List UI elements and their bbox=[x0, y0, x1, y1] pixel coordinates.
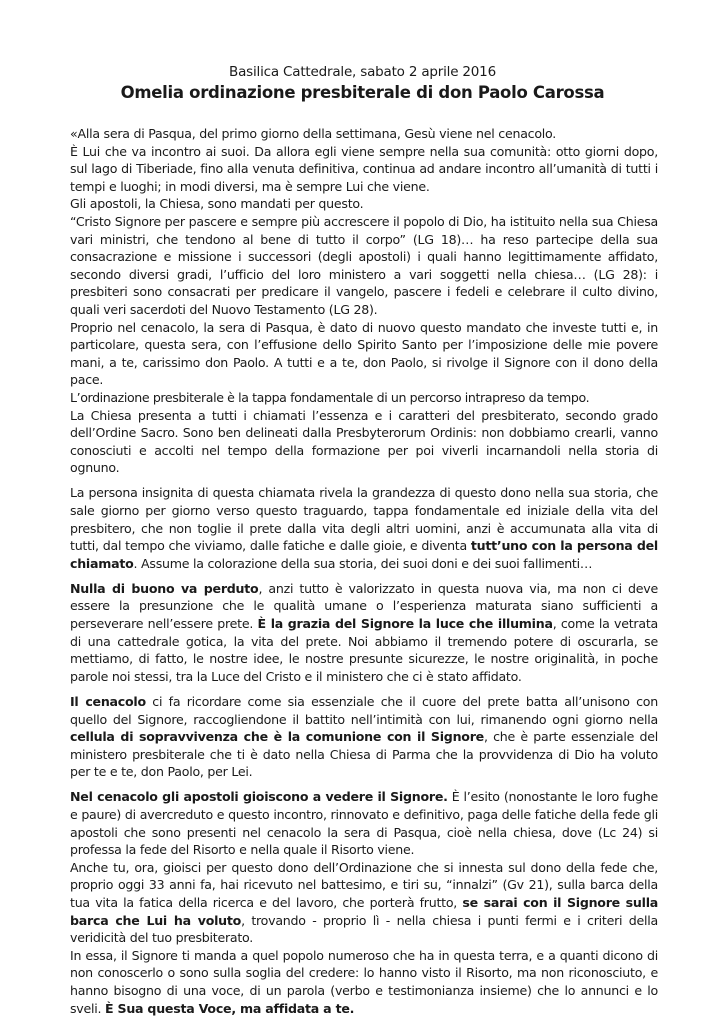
page-title: Omelia ordinazione presbiterale di don Paolo Carossa bbox=[120, 83, 605, 102]
text-run: In essa, il Signore ti manda a quel popolo numeroso che ha in questa terra, e a quanti dicono di non conoscerlo o sono sulla soglia del credere: lo hanno visto il Risorto, ma non riconosciuto, e hanno bisogno di una voce, di un parola (verbo e testimonianza insieme) che lo annunci e lo sveli. bbox=[70, 947, 658, 1016]
bold-text: se sarai con il Signore sulla barca che Lui ha voluto bbox=[70, 894, 659, 928]
paragraph: È Lui che va incontro ai suoi. Da allora egli viene sempre nella sua comunità: otto giorni dopo, sul lago di Tiberiade, fino alla venuta definitiva, continua ad andare incontro all’umanità di tutti i tempi e luoghi; in modi diversi, ma è sempre Lui che viene. bbox=[70, 143, 658, 194]
bold-text: Nulla di buono va perduto bbox=[70, 580, 259, 596]
text-run: , anzi tutto è valorizzato in questa nuova via, ma non ci deve essere la presunzione che le qualità umane o l’esperienza maturata siano sufficienti a perseverare nell’essere prete. bbox=[70, 580, 658, 632]
text-run: La persona insignita di questa chiamata rivela la grandezza di questo dono nella sua storia, che sale giorno per giorno verso questo traguardo, tappa fondamentale ed iniziale della vita del presbitero, che non toglie il prete dalla vita degli altri uomini, anzi è accumunata alla vita di tutti, dal tempo che viviamo, dalle fatiche e dalle gioie, e diventa bbox=[70, 485, 658, 554]
bold-text: cellula di sopravvivenza che è la comunione con il Signore bbox=[70, 729, 484, 745]
text-run: , che è parte essenziale del ministero presbiterale che ti è dato nella Chiesa di Parma che la provvidenza di Dio ha voluto per te e te, don Paolo, per Lei. bbox=[70, 729, 658, 780]
bold-text: È Sua questa Voce, ma affidata a te. bbox=[105, 1000, 355, 1016]
paragraph: La Chiesa presenta a tutti i chiamati l’essenza e i caratteri del presbiterato, secondo grado dell’Ordine Sacro. Sono ben delineati dalla Presbyterorum Ordinis: non dobbiamo crearli, vanno conosciuti e accolti nel tempo della formazione per poi viverli incarnandoli nella storia di ognuno. bbox=[70, 407, 658, 476]
text-run: , trovando - proprio lì - nella chiesa i punti fermi e i criteri della veridicità del tuo presbiterato. bbox=[70, 912, 658, 946]
paragraph: L’ordinazione presbiterale è la tappa fondamentale di un percorso intrapreso da tempo. bbox=[70, 389, 590, 405]
paragraph: «Alla sera di Pasqua, del primo giorno della settimana, Gesù viene nel cenacolo. bbox=[70, 126, 557, 141]
homily-body bbox=[70, 125, 658, 1017]
paragraph: Proprio nel cenacolo, la sera di Pasqua, è dato di nuovo questo mandato che investe tutti e, in particolare, questa sera, con l’effusione dello Spirito Santo per l’imposizione delle mie povere mani, a te, carissimo don Paolo. A tutti e a te, don Paolo, si rivolge il Signore con il dono della pace. bbox=[70, 319, 658, 388]
text-run: . Assume la colorazione della sua storia, dei suoi doni e dei suoi fallimenti… bbox=[133, 555, 593, 571]
paragraph bbox=[70, 580, 658, 686]
paragraph bbox=[70, 859, 658, 947]
paragraph bbox=[70, 788, 658, 858]
text-run: Anche tu, ora, gioisci per questo dono dell’Ordinazione che si innesta sul dono della fede che, proprio oggi 33 anni fa, hai ricevuto nel battesimo, e tiri su, “innalzi” (Gv 21), sulla barca della tua vita la fatica della ricerca e del lavoro, che porterà frutto, bbox=[70, 859, 658, 910]
paragraph bbox=[70, 693, 658, 781]
bold-text: Nel cenacolo gli apostoli gioiscono a vedere il Signore. bbox=[70, 789, 448, 805]
paragraph bbox=[70, 484, 658, 572]
text-run: ci fa ricordare come sia essenziale che il cuore del prete batta all’unisono con quello del Signore, raccogliendone il battito nell’intimità con lui, rimanendo ogni giorno nella bbox=[70, 693, 658, 727]
paragraph bbox=[70, 947, 658, 1017]
bold-text: tutt’uno con la persona del chiamato bbox=[70, 538, 658, 571]
subtitle: Basilica Cattedrale, sabato 2 aprile 2016 bbox=[229, 64, 496, 80]
bold-text: È la grazia del Signore la luce che illumina bbox=[257, 616, 553, 632]
bold-text: Il cenacolo bbox=[70, 693, 146, 709]
text-run: È l’esito (nonostante le loro fughe e paure) di avercreduto e questo incontro, rinnovato e definitivo, paga delle fatiche della fede gli apostoli che sono presenti nel cenacolo la sera di Pasqua, cioè nella chiesa, dove (Lc 24) si professa la fede del Risorto e nella quale il Risorto viene. bbox=[70, 789, 658, 858]
text-run: , come la vetrata di una cattedrale gotica, la vita del prete. Noi abbiamo il tremendo potere di oscurarla, se mettiamo, di fatto, le nostre idee, le nostre presunte sicurezze, le nostre originalità, in poche parole noi stessi, tra la Luce del Cristo e il ministero che ci è stato affidato. bbox=[70, 616, 658, 684]
paragraph: Gli apostoli, la Chiesa, sono mandati per questo. bbox=[70, 196, 364, 212]
paragraph: “Cristo Signore per pascere e sempre più accrescere il popolo di Dio, ha istituito nella sua Chiesa vari ministri, che tendono al bene di tutto il corpo” (LG 18)… ha reso partecipe della sua consacrazione e missione i successori (degli apostoli) i quali hanno legittimamente affidato, secondo diversi gradi, l’ufficio del loro ministero a vari soggetti nella chiesa… (LG 28): i presbiteri sono consacrati per predicare il vangelo, pascere i fedeli e celebrare il culto divino, quali veri sacerdoti del Nuovo Testamento (LG 28). bbox=[70, 213, 658, 317]
